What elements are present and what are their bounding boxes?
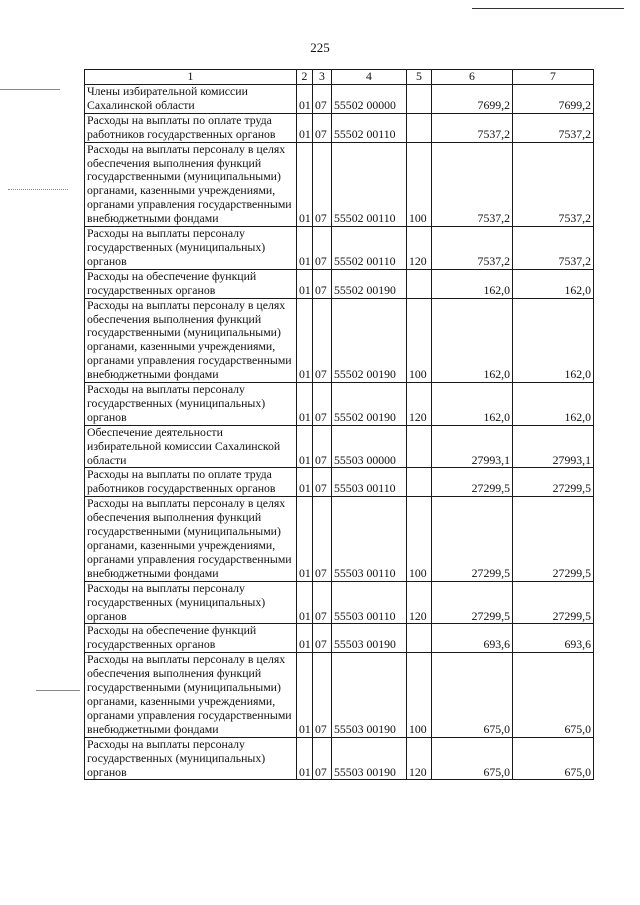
csr-cell: 55502 00110: [332, 113, 407, 142]
row-name-cell: Расходы на выплаты персоналу в целях обеспечения выполнения функций государственными (муниципальными) органами, казенными учреждениями, органами управления государственными внебюджетными фондами: [85, 298, 297, 382]
vr-cell: [407, 113, 432, 142]
vr-cell: 120: [407, 737, 432, 780]
pr-cell: 07: [313, 227, 332, 270]
vr-cell: [407, 85, 432, 114]
page-number: 225: [310, 40, 330, 55]
column-header: 5: [407, 70, 432, 85]
row-name-cell: Расходы на выплаты персоналу в целях обеспечения выполнения функций государственными (муниципальными) органами, казенными учреждениями, органами управления государственными внебюджетными фондами: [85, 142, 297, 226]
csr-cell: 55503 00000: [332, 425, 407, 468]
col6-value-cell: 693,6: [432, 624, 513, 653]
vr-cell: 100: [407, 653, 432, 737]
table-row: [85, 269, 594, 298]
col6-value-cell: 7537,2: [432, 227, 513, 270]
table-row: [85, 298, 594, 382]
col6-value-cell: 162,0: [432, 269, 513, 298]
vr-cell: 120: [407, 227, 432, 270]
pr-cell: 07: [313, 142, 332, 226]
table-row: [85, 85, 594, 114]
budget-table-sheet: [84, 69, 593, 780]
csr-cell: 55502 00190: [332, 298, 407, 382]
col6-value-cell: 27993,1: [432, 425, 513, 468]
csr-cell: 55502 00190: [332, 383, 407, 426]
col6-value-cell: 7699,2: [432, 85, 513, 114]
rz-cell: 01: [297, 298, 313, 382]
pr-cell: 07: [313, 425, 332, 468]
row-name-cell: Расходы на обеспечение функций государственных органов: [85, 269, 297, 298]
column-header: 1: [85, 70, 297, 85]
pr-cell: 07: [313, 653, 332, 737]
col6-value-cell: 162,0: [432, 383, 513, 426]
budget-table: [84, 69, 594, 780]
csr-cell: 55503 00190: [332, 737, 407, 780]
table-row: [85, 425, 594, 468]
table-row: [85, 497, 594, 581]
row-name-cell: Расходы на выплаты персоналу государственных (муниципальных) органов: [85, 581, 297, 624]
col7-value-cell: 162,0: [513, 269, 594, 298]
pr-cell: 07: [313, 737, 332, 780]
col7-value-cell: 162,0: [513, 383, 594, 426]
row-name-cell: Обеспечение деятельности избирательной комиссии Сахалинской области: [85, 425, 297, 468]
table-row: [85, 653, 594, 737]
column-header: 4: [332, 70, 407, 85]
column-header: 7: [513, 70, 594, 85]
csr-cell: 55503 00110: [332, 497, 407, 581]
table-row: [85, 624, 594, 653]
row-name-cell: Расходы на выплаты персоналу в целях обеспечения выполнения функций государственными (муниципальными) органами, казенными учреждениями, органами управления государственными внебюджетными фондами: [85, 497, 297, 581]
rz-cell: 01: [297, 113, 313, 142]
csr-cell: 55503 00190: [332, 624, 407, 653]
col7-value-cell: 7699,2: [513, 85, 594, 114]
pr-cell: 07: [313, 113, 332, 142]
row-name-cell: Расходы на выплаты персоналу государственных (муниципальных) органов: [85, 227, 297, 270]
rz-cell: 01: [297, 425, 313, 468]
rz-cell: 01: [297, 269, 313, 298]
col7-value-cell: 7537,2: [513, 227, 594, 270]
col7-value-cell: 27299,5: [513, 468, 594, 497]
pr-cell: 07: [313, 269, 332, 298]
csr-cell: 55502 00000: [332, 85, 407, 114]
table-row: [85, 468, 594, 497]
pr-cell: 07: [313, 85, 332, 114]
col7-value-cell: 693,6: [513, 624, 594, 653]
row-name-cell: Расходы на выплаты по оплате труда работников государственных органов: [85, 113, 297, 142]
csr-cell: 55502 00110: [332, 142, 407, 226]
top-rule: [472, 8, 624, 9]
csr-cell: 55503 00110: [332, 581, 407, 624]
rz-cell: 01: [297, 468, 313, 497]
scan-mark: [36, 690, 80, 691]
rz-cell: 01: [297, 624, 313, 653]
col6-value-cell: 27299,5: [432, 468, 513, 497]
row-name-cell: Расходы на выплаты персоналу в целях обеспечения выполнения функций государственными (муниципальными) органами, казенными учреждениями, органами управления государственными внебюджетными фондами: [85, 653, 297, 737]
col7-value-cell: 675,0: [513, 737, 594, 780]
rz-cell: 01: [297, 227, 313, 270]
row-name-cell: Расходы на выплаты персоналу государственных (муниципальных) органов: [85, 383, 297, 426]
col6-value-cell: 7537,2: [432, 113, 513, 142]
table-header-row: [85, 70, 594, 85]
row-name-cell: Расходы на выплаты по оплате труда работников государственных органов: [85, 468, 297, 497]
rz-cell: 01: [297, 581, 313, 624]
col6-value-cell: 27299,5: [432, 497, 513, 581]
table-row: [85, 227, 594, 270]
column-header: 2: [297, 70, 313, 85]
col7-value-cell: 27299,5: [513, 581, 594, 624]
pr-cell: 07: [313, 624, 332, 653]
column-header: 3: [313, 70, 332, 85]
vr-cell: 100: [407, 298, 432, 382]
col7-value-cell: 162,0: [513, 298, 594, 382]
row-name-cell: Расходы на выплаты персоналу государственных (муниципальных) органов: [85, 737, 297, 780]
col6-value-cell: 675,0: [432, 737, 513, 780]
vr-cell: [407, 425, 432, 468]
row-name-cell: Расходы на обеспечение функций государственных органов: [85, 624, 297, 653]
pr-cell: 07: [313, 298, 332, 382]
table-row: [85, 581, 594, 624]
col6-value-cell: 162,0: [432, 298, 513, 382]
csr-cell: 55502 00110: [332, 227, 407, 270]
scan-mark: [0, 89, 60, 90]
rz-cell: 01: [297, 497, 313, 581]
vr-cell: 120: [407, 581, 432, 624]
table-row: [85, 737, 594, 780]
scan-mark: [8, 189, 68, 190]
csr-cell: 55503 00190: [332, 653, 407, 737]
pr-cell: 07: [313, 581, 332, 624]
csr-cell: 55502 00190: [332, 269, 407, 298]
col7-value-cell: 7537,2: [513, 142, 594, 226]
col7-value-cell: 27299,5: [513, 497, 594, 581]
row-name-cell: Члены избирательной комиссии Сахалинской области: [85, 85, 297, 114]
vr-cell: [407, 624, 432, 653]
vr-cell: [407, 468, 432, 497]
col6-value-cell: 7537,2: [432, 142, 513, 226]
table-row: [85, 142, 594, 226]
col7-value-cell: 7537,2: [513, 113, 594, 142]
rz-cell: 01: [297, 142, 313, 226]
rz-cell: 01: [297, 383, 313, 426]
vr-cell: 100: [407, 497, 432, 581]
rz-cell: 01: [297, 653, 313, 737]
vr-cell: 120: [407, 383, 432, 426]
pr-cell: 07: [313, 468, 332, 497]
rz-cell: 01: [297, 737, 313, 780]
table-row: [85, 113, 594, 142]
col6-value-cell: 675,0: [432, 653, 513, 737]
pr-cell: 07: [313, 383, 332, 426]
col7-value-cell: 27993,1: [513, 425, 594, 468]
vr-cell: 100: [407, 142, 432, 226]
table-row: [85, 383, 594, 426]
column-header: 6: [432, 70, 513, 85]
vr-cell: [407, 269, 432, 298]
rz-cell: 01: [297, 85, 313, 114]
pr-cell: 07: [313, 497, 332, 581]
col7-value-cell: 675,0: [513, 653, 594, 737]
csr-cell: 55503 00110: [332, 468, 407, 497]
col6-value-cell: 27299,5: [432, 581, 513, 624]
